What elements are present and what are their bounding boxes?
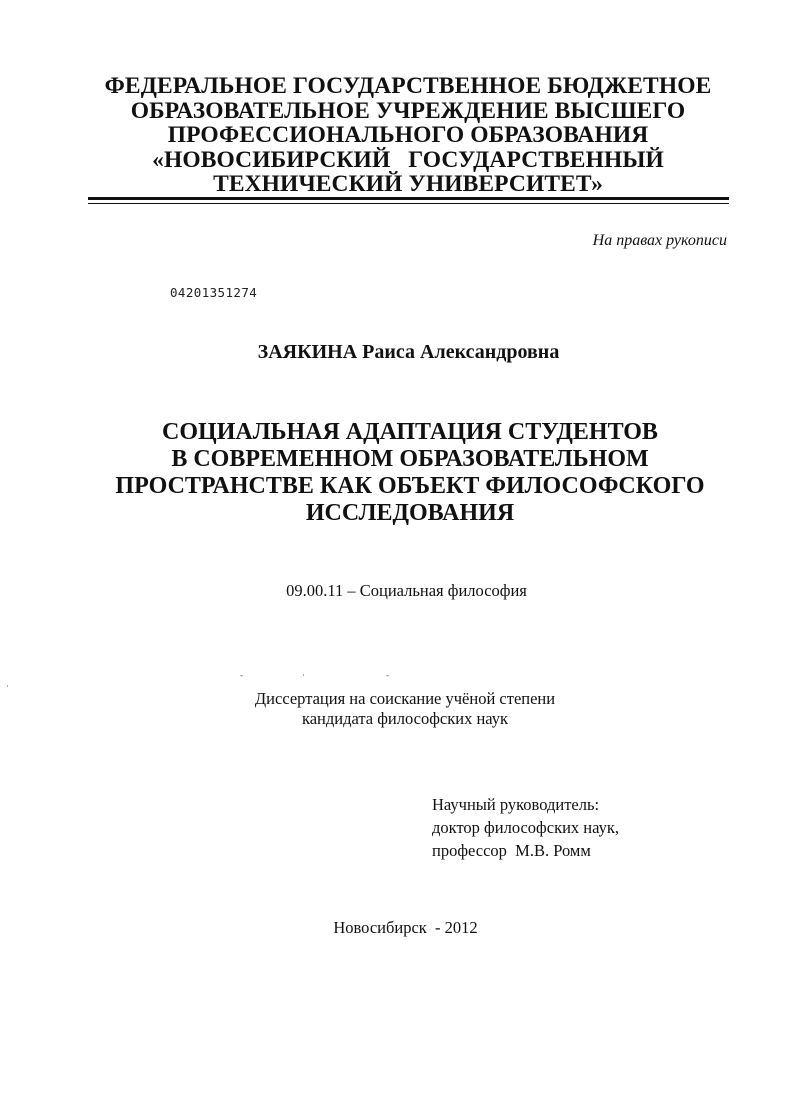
degree-line-2: кандидата философских наук [301, 709, 509, 728]
author-name: ЗАЯКИНА Раиса Александровна [257, 341, 560, 363]
header-divider-thick [88, 197, 729, 200]
institution-line-2: ОБРАЗОВАТЕЛЬНОЕ УЧРЕЖДЕНИЕ ВЫСШЕГО [130, 97, 686, 124]
degree-line-1: Диссертация на соискание учёной степени [254, 689, 556, 708]
scan-speck: · [6, 681, 9, 691]
institution-line-3: ПРОФЕССИОНАЛЬНОГО ОБРАЗОВАНИЯ [167, 122, 649, 148]
supervisor-name: профессор М.В. Ромм [432, 841, 591, 860]
title-line-1: СОЦИАЛЬНАЯ АДАПТАЦИЯ СТУДЕНТОВ [162, 419, 658, 445]
degree-statement [200, 689, 610, 729]
institution-line-5: ТЕХНИЧЕСКИЙ УНИВЕРСИТЕТ» [213, 171, 603, 197]
institution-line-4: «НОВОСИБИРСКИЙ ГОСУДАРСТВЕННЫЙ [152, 146, 664, 173]
scan-speck: · [302, 670, 305, 680]
supervisor-degree: доктор философских наук, [432, 818, 619, 837]
scan-speck: - [386, 670, 389, 680]
institution-line-1: ФЕДЕРАЛЬНОЕ ГОСУДАРСТВЕННОЕ БЮДЖЕТНОЕ [104, 73, 712, 99]
title-line-3: ПРОСТРАНСТВЕ КАК ОБЪЕКТ ФИЛОСОФСКОГО [115, 473, 705, 499]
city-and-year: Новосибирск - 2012 [333, 918, 478, 937]
dissertation-title [100, 419, 720, 527]
specialty-code: 09.00.11 – Социальная философия [286, 581, 527, 600]
supervisor-label: Научный руководитель: [432, 795, 600, 814]
supervisor-block [432, 793, 619, 862]
scan-speck: - [240, 670, 243, 680]
institution-header [88, 74, 728, 197]
title-line-2: В СОВРЕМЕННОМ ОБРАЗОВАТЕЛЬНОМ [171, 446, 649, 472]
rights-note: На правах рукописи [592, 232, 727, 249]
title-line-4: ИССЛЕДОВАНИЯ [305, 500, 515, 526]
inventory-number-stamp: 04201351274 [170, 285, 258, 300]
header-divider-thin [88, 203, 729, 204]
